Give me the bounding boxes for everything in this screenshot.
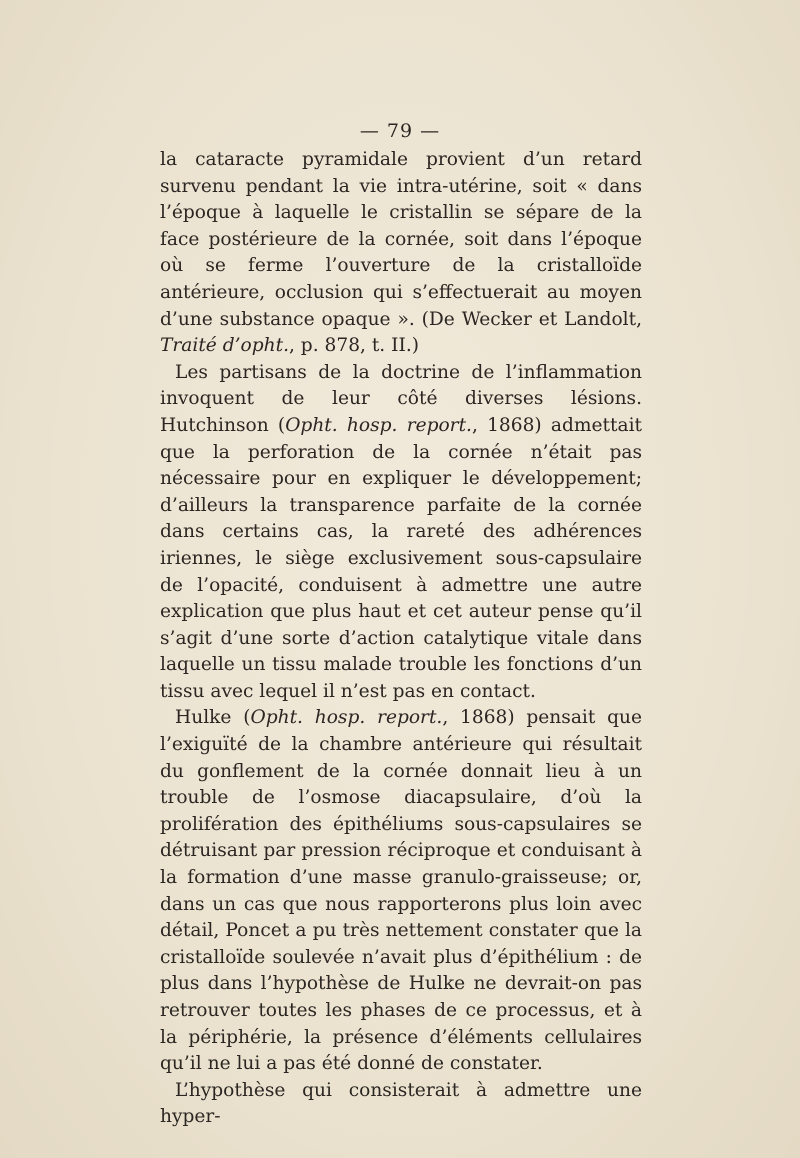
paragraph-4-text: L’hypothèse qui consisterait à admettre une hyper- — [160, 1079, 642, 1128]
page-body — [160, 147, 642, 1131]
paragraph-3-citation: Opht. hosp. report. — [250, 707, 443, 729]
paragraph-1-text: la cataracte pyramidale provient d’un retard survenu pendant la vie intra-utérine, soit « dans l’époque à laquelle le cristallin se sépare de la face postérieure de la cornée, soit dans l’époque où se ferme l’ouverture de la cristalloïde antérieure, occlusion qui s’effectuerait au moyen d’une substance opaque ». (De Wecker et Landolt, — [160, 149, 642, 330]
paragraph-1-citation: Traité d’opht. — [160, 335, 289, 357]
paragraph-3-text: Hulke ( — [175, 707, 251, 729]
paragraph-2-text: Les partisans de la doctrine de l’inflammation invoquent de leur côté diverses lésions. Hutchinson ( — [160, 361, 642, 436]
paragraph-1 — [160, 147, 642, 360]
paragraph-1-text-end: , p. 878, t. II.) — [288, 335, 419, 357]
paragraph-3-text-end: , 1868) pensait que l’exiguïté de la chambre antérieure qui résultait du gonflement de la cornée donnait lieu à un trouble de l’osmose diacapsulaire, d’où la prolifération des épithéliums sous-capsulaires se détruisant par pression réciproque et conduisant à la formation d’une masse granulo-graisseuse; or, dans un cas que nous rapporterons plus loin avec détail, Poncet a pu très nettement constater que la cristalloïde soulevée n’avait plus d’épithélium : de plus dans l’hypothèse de Hulke ne devrait-on pas retrouver toutes les phases de ce processus, et à la périphérie, la présence d’éléments cellulaires qu’il ne lui a pas été donné de constater. — [160, 707, 642, 1075]
page-number: — 79 — — [359, 120, 441, 142]
paragraph-2-citation: Opht. hosp. report. — [285, 414, 472, 436]
paragraph-2 — [160, 360, 642, 706]
paragraph-4 — [160, 1078, 642, 1131]
paragraph-2-text-end: , 1868) admettait que la perforation de la cornée n’était pas nécessaire pour en expliquer le développement; d’ailleurs la transparence parfaite de la cornée dans certains cas, la rareté des adhérences iriennes, le siège exclusivement sous-capsulaire de l’opacité, conduisent à admettre une autre explication que plus haut et cet auteur pense qu’il s’agit d’une sorte d’action catalytique vitale dans laquelle un tissu malade trouble les fonctions d’un tissu avec lequel il n’est pas en contact. — [160, 414, 642, 702]
paragraph-3 — [160, 705, 642, 1077]
